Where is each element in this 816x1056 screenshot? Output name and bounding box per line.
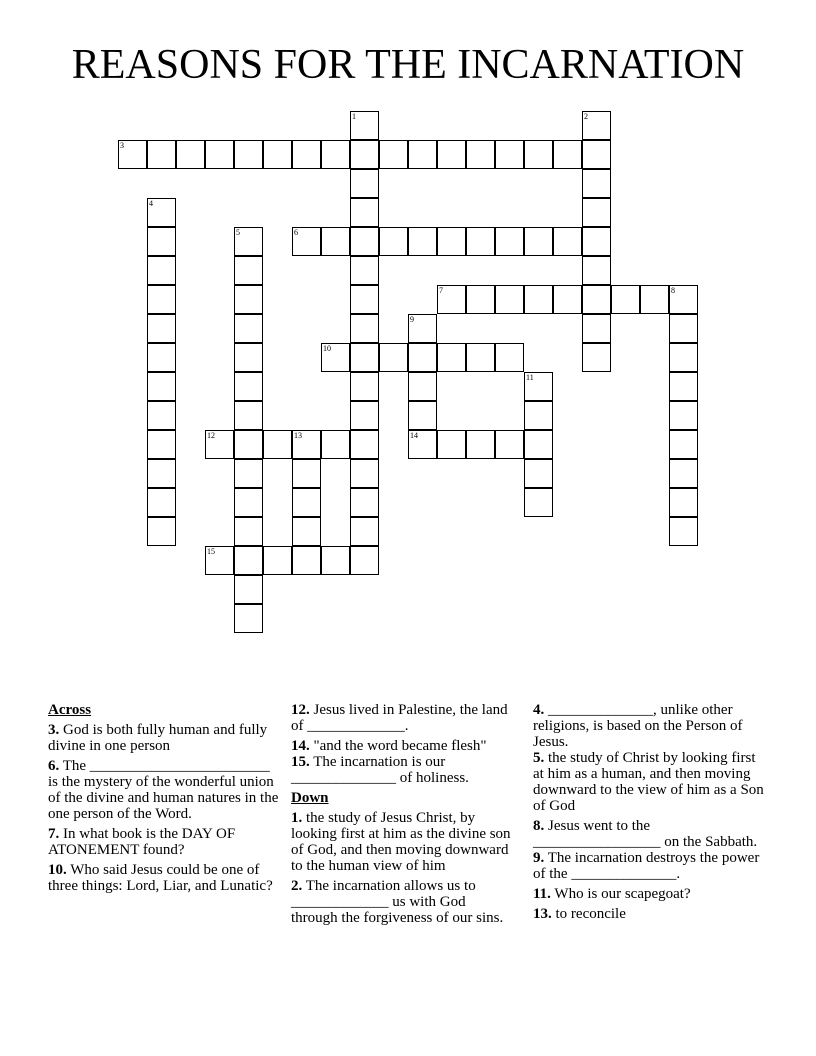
clue-number: 3. — [48, 722, 60, 738]
clue-number: 7. — [48, 826, 60, 842]
grid-cell[interactable] — [147, 517, 176, 546]
grid-cell[interactable] — [147, 256, 176, 285]
grid-cell[interactable] — [321, 227, 350, 256]
grid-cell[interactable] — [147, 343, 176, 372]
grid-cell[interactable] — [321, 546, 350, 575]
grid-cell[interactable] — [350, 546, 379, 575]
grid-cell[interactable] — [147, 140, 176, 169]
down-header: Down — [291, 790, 329, 806]
grid-cell[interactable] — [495, 285, 524, 314]
grid-cell[interactable] — [234, 488, 263, 517]
clue-number: 14. — [291, 738, 310, 754]
grid-cell[interactable] — [437, 343, 466, 372]
grid-cell[interactable] — [408, 372, 437, 401]
clue-number: 10. — [48, 862, 67, 878]
grid-cell[interactable] — [234, 140, 263, 169]
grid-cell[interactable] — [234, 459, 263, 488]
grid-cell[interactable] — [669, 372, 698, 401]
grid-cell[interactable] — [350, 401, 379, 430]
grid-cell[interactable] — [350, 256, 379, 285]
clue-number: 5. — [533, 750, 545, 766]
grid-cell[interactable] — [408, 140, 437, 169]
clue-across-14 — [291, 738, 513, 754]
grid-cell[interactable] — [292, 488, 321, 517]
grid-cell[interactable] — [495, 140, 524, 169]
grid-cell[interactable] — [669, 517, 698, 546]
grid-cell[interactable] — [292, 459, 321, 488]
grid-cell[interactable] — [582, 140, 611, 169]
grid-cell[interactable] — [437, 430, 466, 459]
clue-text: The incarnation is our ______________ of holiness. — [291, 754, 469, 786]
grid-cell[interactable] — [437, 140, 466, 169]
clue-number: 4. — [533, 702, 545, 718]
grid-cell[interactable] — [524, 430, 553, 459]
grid-cell[interactable] — [553, 285, 582, 314]
clue-across-6 — [48, 758, 280, 822]
clue-number-5: 5 — [236, 228, 240, 237]
grid-cell[interactable] — [495, 343, 524, 372]
grid-cell[interactable] — [350, 459, 379, 488]
grid-cell[interactable] — [495, 430, 524, 459]
clue-text: Jesus went to the _________________ on the Sabbath. — [533, 818, 758, 850]
grid-cell[interactable] — [321, 430, 350, 459]
grid-cell[interactable] — [582, 227, 611, 256]
grid-cell[interactable] — [669, 401, 698, 430]
clue-across-12 — [291, 702, 513, 734]
grid-cell[interactable] — [292, 140, 321, 169]
grid-cell[interactable] — [147, 372, 176, 401]
grid-cell[interactable] — [350, 285, 379, 314]
grid-cell[interactable] — [147, 401, 176, 430]
clue-number: 6. — [48, 758, 60, 774]
grid-cell[interactable] — [234, 285, 263, 314]
grid-cell[interactable] — [408, 343, 437, 372]
grid-cell[interactable] — [524, 401, 553, 430]
grid-cell[interactable] — [292, 517, 321, 546]
grid-cell[interactable] — [234, 401, 263, 430]
clue-text: "and the word became flesh" — [309, 738, 487, 754]
grid-cell[interactable] — [321, 140, 350, 169]
grid-cell[interactable] — [582, 314, 611, 343]
grid-cell[interactable] — [350, 227, 379, 256]
clue-number-3: 3 — [120, 141, 124, 150]
grid-cell[interactable] — [466, 343, 495, 372]
clue-column-3 — [533, 702, 765, 926]
clue-down-13 — [533, 906, 765, 922]
clue-number-14: 14 — [410, 431, 418, 440]
clue-text: God is both fully human and fully divine in one person — [48, 722, 268, 754]
clue-down-8 — [533, 818, 765, 850]
grid-cell[interactable] — [350, 517, 379, 546]
clue-number-13: 13 — [294, 431, 302, 440]
clue-number: 8. — [533, 818, 545, 834]
clue-down-5 — [533, 750, 765, 814]
across-header: Across — [48, 702, 92, 718]
clue-number: 11. — [533, 886, 551, 902]
clue-number-6: 6 — [294, 228, 298, 237]
clue-number-2: 2 — [584, 112, 588, 121]
page-title: REASONS FOR THE INCARNATION — [71, 42, 745, 88]
clue-across-3 — [48, 722, 280, 754]
grid-cell[interactable] — [263, 140, 292, 169]
clue-down-9 — [533, 850, 765, 882]
clue-number: 15. — [291, 754, 310, 770]
clue-number-7: 7 — [439, 286, 443, 295]
clue-number: 2. — [291, 878, 303, 894]
grid-cell[interactable] — [524, 227, 553, 256]
clue-text: to reconcile — [551, 906, 626, 922]
grid-cell[interactable] — [582, 198, 611, 227]
clue-text: Jesus lived in Palestine, the land of _____________. — [291, 702, 508, 734]
clue-column-1 — [48, 702, 280, 898]
grid-cell[interactable] — [524, 459, 553, 488]
clue-number-8: 8 — [671, 286, 675, 295]
grid-cell[interactable] — [234, 343, 263, 372]
clue-number: 1. — [291, 810, 303, 826]
grid-cell[interactable] — [234, 430, 263, 459]
grid-cell[interactable] — [234, 517, 263, 546]
grid-cell[interactable] — [379, 343, 408, 372]
grid-cell[interactable] — [524, 285, 553, 314]
grid-cell[interactable] — [553, 140, 582, 169]
grid-cell[interactable] — [611, 285, 640, 314]
clue-across-7 — [48, 826, 280, 858]
grid-cell[interactable] — [350, 343, 379, 372]
grid-cell[interactable] — [350, 372, 379, 401]
grid-cell[interactable] — [350, 488, 379, 517]
clue-text: the study of Christ by looking first at him as a human, and then moving downward to the view of him as a Son of God — [533, 750, 764, 814]
grid-cell[interactable] — [234, 372, 263, 401]
clue-number-10: 10 — [323, 344, 331, 353]
clue-number-9: 9 — [410, 315, 414, 324]
grid-cell[interactable] — [466, 227, 495, 256]
grid-cell[interactable] — [350, 140, 379, 169]
grid-cell[interactable] — [147, 430, 176, 459]
grid-cell[interactable] — [669, 343, 698, 372]
grid-cell[interactable] — [582, 343, 611, 372]
grid-cell[interactable] — [408, 401, 437, 430]
grid-cell[interactable] — [350, 314, 379, 343]
grid-cell[interactable] — [379, 227, 408, 256]
clue-text: The incarnation allows us to _____________ us with God through the forgiveness of our sins. — [291, 878, 504, 926]
clue-number-12: 12 — [207, 431, 215, 440]
grid-cell[interactable] — [466, 140, 495, 169]
grid-cell[interactable] — [350, 169, 379, 198]
grid-cell[interactable] — [408, 227, 437, 256]
grid-cell[interactable] — [234, 604, 263, 633]
clue-text: ______________, unlike other religions, is based on the Person of Jesus. — [533, 702, 743, 750]
clue-text: the study of Jesus Christ, by looking first at him as the divine son of God, and then moving downward to the human view of him — [291, 810, 511, 874]
clue-number: 12. — [291, 702, 310, 718]
grid-cell[interactable] — [524, 140, 553, 169]
clue-text: The incarnation destroys the power of the ______________. — [533, 850, 760, 882]
grid-cell[interactable] — [205, 140, 234, 169]
grid-cell[interactable] — [582, 169, 611, 198]
clue-text: The ________________________ is the mystery of the wonderful union of the divine and human natures in the one person of the Word. — [48, 758, 279, 822]
grid-cell[interactable] — [669, 314, 698, 343]
clue-text: Who is our scapegoat? — [550, 886, 691, 902]
grid-cell[interactable] — [263, 546, 292, 575]
clue-down-2 — [291, 878, 513, 926]
clue-column-2 — [291, 702, 513, 930]
grid-cell[interactable] — [437, 227, 466, 256]
clue-number-15: 15 — [207, 547, 215, 556]
grid-cell[interactable] — [234, 575, 263, 604]
grid-cell[interactable] — [234, 314, 263, 343]
grid-cell[interactable] — [582, 256, 611, 285]
grid-cell[interactable] — [147, 285, 176, 314]
clue-down-4 — [533, 702, 765, 750]
grid-cell[interactable] — [176, 140, 205, 169]
grid-cell[interactable] — [640, 285, 669, 314]
clue-text: In what book is the DAY OF ATONEMENT found? — [48, 826, 236, 858]
grid-cell[interactable] — [669, 430, 698, 459]
grid-cell[interactable] — [669, 488, 698, 517]
clue-down-11 — [533, 886, 765, 902]
grid-cell[interactable] — [350, 430, 379, 459]
grid-cell[interactable] — [147, 314, 176, 343]
clue-number-4: 4 — [149, 199, 153, 208]
grid-cell[interactable] — [292, 546, 321, 575]
grid-cell[interactable] — [495, 227, 524, 256]
grid-cell[interactable] — [147, 488, 176, 517]
grid-cell[interactable] — [234, 256, 263, 285]
grid-cell[interactable] — [553, 227, 582, 256]
clue-number-11: 11 — [526, 373, 534, 382]
clue-number-1: 1 — [352, 112, 356, 121]
clue-across-10 — [48, 862, 280, 894]
grid-cell[interactable] — [524, 488, 553, 517]
clue-across-15 — [291, 754, 513, 786]
clue-down-1 — [291, 810, 513, 874]
grid-cell[interactable] — [466, 285, 495, 314]
grid-cell[interactable] — [466, 430, 495, 459]
grid-cell[interactable] — [669, 459, 698, 488]
grid-cell[interactable] — [234, 546, 263, 575]
grid-cell[interactable] — [147, 227, 176, 256]
clue-number: 9. — [533, 850, 545, 866]
grid-cell[interactable] — [147, 459, 176, 488]
grid-cell[interactable] — [582, 285, 611, 314]
grid-cell[interactable] — [379, 140, 408, 169]
clue-number: 13. — [533, 906, 552, 922]
grid-cell[interactable] — [350, 198, 379, 227]
grid-cell[interactable] — [263, 430, 292, 459]
clue-text: Who said Jesus could be one of three things: Lord, Liar, and Lunatic? — [48, 862, 273, 894]
